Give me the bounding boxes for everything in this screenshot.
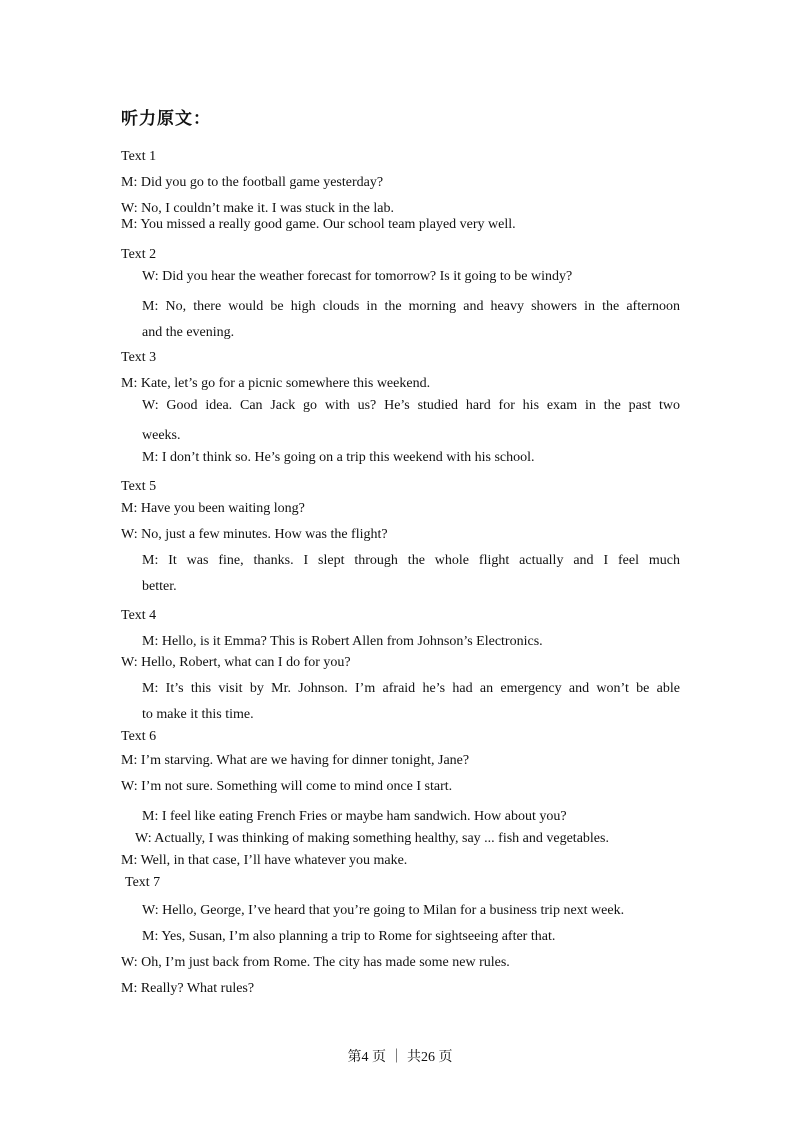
dialogue-line: M: It’s this visit by Mr. Johnson. I’m afraid he’s had an emergency and won’t be able [142,681,680,696]
dialogue-line: M: I don’t think so. He’s going on a trip this weekend with his school. [142,450,535,465]
dialogue-line: M: Kate, let’s go for a picnic somewhere this weekend. [121,376,431,391]
dialogue-line: M: Have you been waiting long? [121,501,305,516]
dialogue-line: W: Good idea. Can Jack go with us? He’s studied hard for his exam in the past two [142,398,680,413]
section-heading: 听力原文： [121,109,211,129]
page-footer: 第4 页 ｜ 共26 页 [347,1050,453,1065]
text-label: Text 7 [125,875,161,890]
dialogue-line: better. [142,579,177,594]
dialogue-line: M: I feel like eating French Fries or maybe ham sandwich. How about you? [142,809,567,824]
dialogue-line: weeks. [142,428,181,443]
dialogue-line: M: It was fine, thanks. I slept through the whole flight actually and I feel much [142,553,680,568]
dialogue-line: to make it this time. [142,707,254,722]
dialogue-line: W: No, I couldn’t make it. I was stuck in the lab. [121,201,394,216]
dialogue-line: M: No, there would be high clouds in the morning and heavy showers in the afternoon [142,299,680,314]
text-label: Text 1 [121,149,157,164]
dialogue-line: M: Really? What rules? [121,981,255,996]
text-label: Text 6 [121,729,157,744]
dialogue-line: M: You missed a really good game. Our school team played very well. [121,217,516,232]
dialogue-line: M: I’m starving. What are we having for dinner tonight, Jane? [121,753,470,768]
text-label: Text 3 [121,350,157,365]
text-label: Text 2 [121,247,157,262]
dialogue-line: and the evening. [142,325,235,340]
dialogue-line: W: Actually, I was thinking of making something healthy, say ... fish and vegetables. [135,831,609,846]
dialogue-line: W: Oh, I’m just back from Rome. The city has made some new rules. [121,955,510,970]
dialogue-line: W: Did you hear the weather forecast for tomorrow? Is it going to be windy? [142,269,573,284]
dialogue-line: M: Did you go to the football game yesterday? [121,175,384,190]
text-label: Text 5 [121,479,157,494]
dialogue-line: W: Hello, George, I’ve heard that you’re going to Milan for a business trip next week. [142,903,625,918]
dialogue-line: M: Hello, is it Emma? This is Robert Allen from Johnson’s Electronics. [142,634,543,649]
dialogue-line: W: I’m not sure. Something will come to mind once I start. [121,779,453,794]
dialogue-line: M: Well, in that case, I’ll have whatever you make. [121,853,408,868]
dialogue-line: W: Hello, Robert, what can I do for you? [121,655,351,670]
dialogue-line: W: No, just a few minutes. How was the flight? [121,527,388,542]
text-label: Text 4 [121,608,157,623]
dialogue-line: M: Yes, Susan, I’m also planning a trip to Rome for sightseeing after that. [142,929,556,944]
